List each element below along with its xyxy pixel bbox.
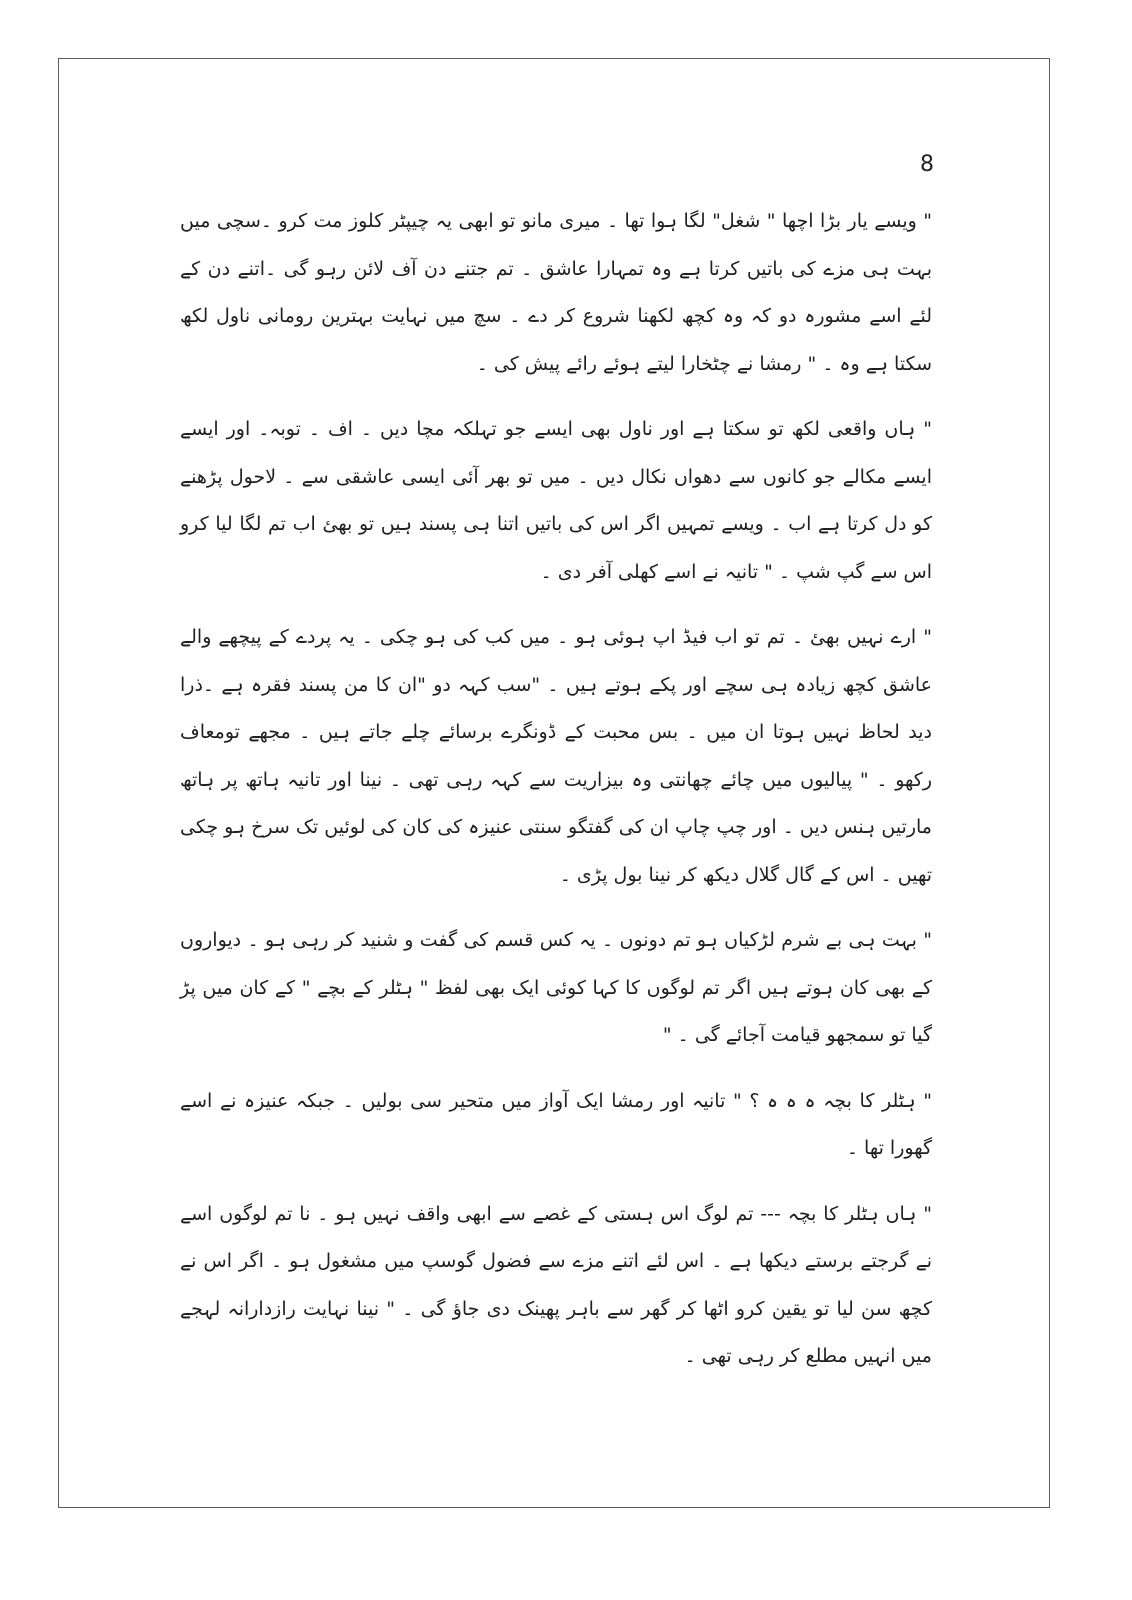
paragraph-5: " ہٹلر کا بچہ ہ ہ ہ ؟ " تانیہ اور رمشا ایک آواز میں متحیر سی بولیں ۔ جبکہ عنیزہ نے اسے گھورا تھا ۔: [180, 1089, 932, 1159]
paragraph-1: " ویسے یار بڑا اچھا " شغل" لگا ہوا تھا ۔ میری مانو تو ابھی یہ چیپٹر کلوز مت کرو ۔سچی میں بہت ہی مزے کی باتیں کرتا ہے وہ تمہارا عاشق ۔ تم جتنے دن آف لائن رہو گی ۔اتنے دن کے لئے اسے مشورہ دو کہ وہ کچھ لکھنا شروع کر دے ۔ سچ میں نہایت بہترین رومانی ناول لکھ سکتا ہے وہ ۔ " رمشا نے چٹخارا لیتے ہوئے رائے پیش کی ۔: [180, 210, 932, 375]
paragraph-2: " ہاں واقعی لکھ تو سکتا ہے اور ناول بھی ایسے جو تہلکہ مچا دیں ۔ اف ۔ توبہ۔ اور ایسے ایسے مکالے جو کانوں سے دھواں نکال دیں ۔ میں تو بھر آئی ایسی عاشقی سے ۔ لاحول پڑھنے کو دل کرتا ہے اب ۔ ویسے تمہیں اگر اس کی باتیں اتنا ہی پسند ہیں تو بھئ اب تم لگا لیا کرو اس سے گپ شپ ۔ " تانیہ نے اسے کھلی آفر دی ۔: [180, 418, 932, 583]
paragraph-6: " ہاں ہٹلر کا بچہ --- تم لوگ اس ہستی کے غصے سے ابھی واقف نہیں ہو ۔ نا تم لوگوں اسے نے گرجتے برستے دیکھا ہے ۔ اس لئے اتنے مزے سے فضول گوسپ میں مشغول ہو ۔ اگر اس نے کچھ سن لیا تو یقین کرو اٹھا کر گھر سے باہر پھینک دی جاؤ گی ۔ " نینا نہایت رازدارانہ لہجے میں انہیں مطلع کر رہی تھی ۔: [180, 1202, 932, 1367]
paragraph-3: " ارے نہیں بھئ ۔ تم تو اب فیڈ اپ ہوئی ہو ۔ میں کب کی ہو چکی ۔ یہ پردے کے پیچھے والے عاشق کچھ زیادہ ہی سچے اور پکے ہوتے ہیں ۔ "سب کہہ دو "ان کا من پسند فقرہ ہے ۔ذرا دید لحاظ نہیں ہوتا ان میں ۔ بس محبت کے ڈونگرے برسائے چلے جاتے ہیں ۔ مجھے تومعاف رکھو ۔ " پیالیوں میں چائے چھانتی وہ بیزاریت سے کہہ رہی تھی ۔ نینا اور تانیہ ہاتھ پر ہاتھ مارتیں ہنس دیں ۔ اور چپ چاپ ان کی گفتگو سنتی عنیزہ کی کان کی لوئیں تک سرخ ہو چکی تھیں ۔ اس کے گال گلال دیکھ کر نینا بول پڑی ۔: [180, 626, 932, 886]
paragraph-4: " بہت ہی بے شرم لڑکیاں ہو تم دونوں ۔ یہ کس قسم کی گفت و شنید کر رہی ہو ۔ دیواروں کے بھی کان ہوتے ہیں اگر تم لوگوں کا کہا کوئی ایک بھی لفظ " ہٹلر کے بچے " کے کان میں پڑ گیا تو سمجھو قیامت آجائے گی ۔ ": [180, 929, 932, 1046]
page-number: 8: [920, 152, 934, 177]
novel-text-body: [180, 198, 932, 1399]
